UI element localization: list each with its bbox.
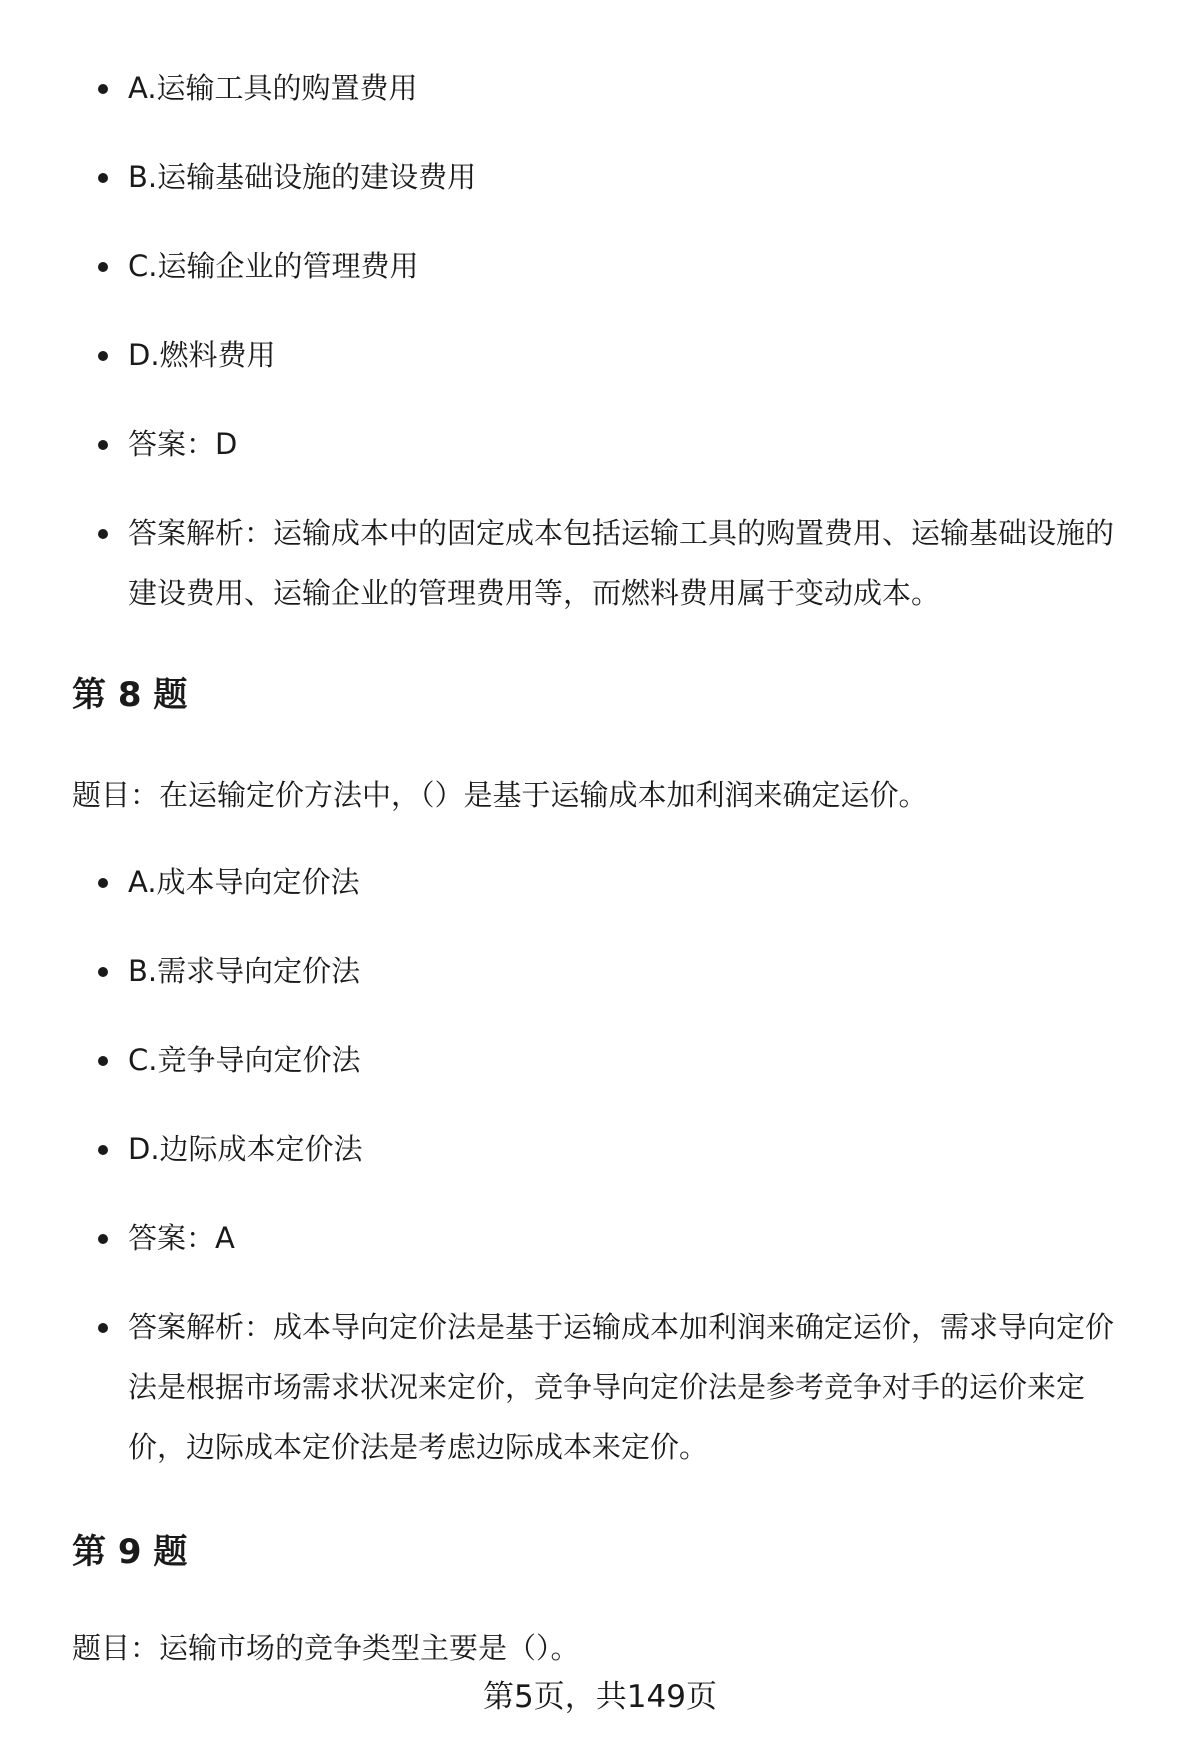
question-heading: 第 9 题 (72, 1532, 188, 1572)
page-number: 第5页，共149页 (483, 1679, 717, 1715)
option-text: A.运输工具的购置费用 (128, 71, 418, 105)
question-heading: 第 8 题 (72, 675, 188, 715)
bullet-icon (98, 351, 108, 361)
prev-options-list (0, 58, 1200, 652)
option-item (0, 325, 1200, 385)
bullet-icon (98, 1145, 108, 1155)
option-text: C.竞争导向定价法 (128, 1043, 361, 1077)
option-text: B.运输基础设施的建设费用 (128, 160, 477, 194)
option-item (0, 236, 1200, 296)
bullet-icon (98, 967, 108, 977)
explanation-item (0, 503, 1200, 623)
q8-options-list (0, 852, 1200, 1506)
option-item (0, 1119, 1200, 1179)
bullet-icon (98, 1056, 108, 1066)
option-text: D.燃料费用 (128, 338, 276, 372)
question-text: 题目：在运输定价方法中，（）是基于运输成本加利润来确定运价。 (72, 778, 928, 812)
bullet-icon (98, 529, 108, 539)
option-text: A.成本导向定价法 (128, 865, 360, 899)
answer-text: 答案：A (128, 1221, 235, 1255)
option-item (0, 1030, 1200, 1090)
bullet-icon (98, 1323, 108, 1333)
answer-item (0, 414, 1200, 474)
bullet-icon (98, 1234, 108, 1244)
bullet-icon (98, 84, 108, 94)
option-item (0, 852, 1200, 912)
explanation-text: 答案解析：成本导向定价法是基于运输成本加利润来确定运价，需求导向定价法是根据市场需求状况来定价，竞争导向定价法是参考竞争对手的运价来定价，边际成本定价法是考虑边际成本来定价。 (128, 1310, 1115, 1464)
option-text: C.运输企业的管理费用 (128, 249, 419, 283)
bullet-icon (98, 262, 108, 272)
option-text: D.边际成本定价法 (128, 1132, 363, 1166)
option-item (0, 147, 1200, 207)
option-text: B.需求导向定价法 (128, 954, 361, 988)
bullet-icon (98, 173, 108, 183)
question-text: 题目：运输市场的竞争类型主要是（）。 (72, 1631, 580, 1665)
bullet-icon (98, 440, 108, 450)
option-item (0, 941, 1200, 1001)
bullet-icon (98, 878, 108, 888)
answer-item (0, 1208, 1200, 1268)
option-item (0, 58, 1200, 118)
explanation-text: 答案解析：运输成本中的固定成本包括运输工具的购置费用、运输基础设施的建设费用、运输企业的管理费用等，而燃料费用属于变动成本。 (128, 516, 1115, 610)
explanation-item (0, 1297, 1200, 1477)
answer-text: 答案：D (128, 427, 238, 461)
